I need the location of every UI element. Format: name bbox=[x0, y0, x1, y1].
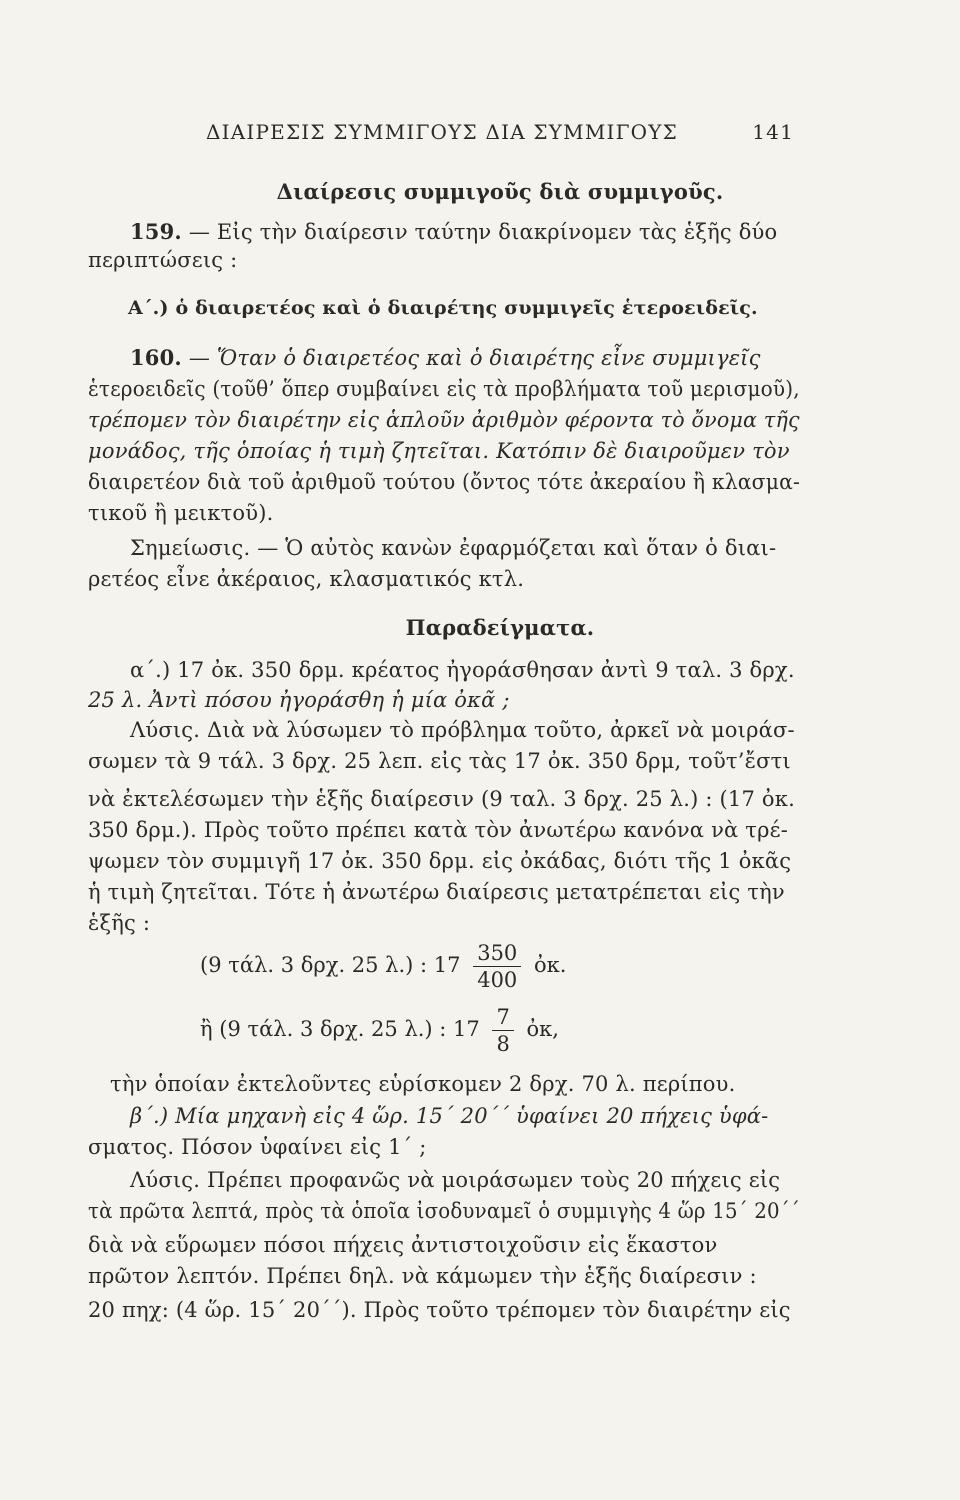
paragraph-159-line: 159. — Εἰς τὴν διαίρεσιν ταύτην διακρίνομεν τὰς ἑξῆς δύο bbox=[130, 219, 778, 244]
page-number: 141 bbox=[752, 120, 794, 144]
example-a-line: σωμεν τὰ 9 τάλ. 3 δρχ. 25 λεπ. εἰς τὰς 17 ὀκ. 350 δρμ, τοῦτ’ἔστι bbox=[88, 749, 791, 773]
fraction: $\frac{7}{8}$ bbox=[492, 1004, 513, 1057]
equation-1: (9 τάλ. 3 δρχ. 25 λ.) : 17 $\frac{350}{400}$ ὀκ. bbox=[200, 941, 567, 992]
example-a-line: 25 λ. Ἀντὶ πόσου ἠγοράσθη ἡ μία ὀκᾶ ; bbox=[88, 688, 510, 712]
paragraph-160-line: 160. — Ὅταν ὁ διαιρετέος καὶ ὁ διαιρέτης εἶνε συμμιγεῖς bbox=[130, 345, 761, 370]
paragraph-160-line: τικοῦ ἢ μεικτοῦ). bbox=[88, 501, 274, 525]
example-a-result: τὴν ὁποίαν ἐκτελοῦντες εὑρίσκομεν 2 δρχ. 70 λ. περίπου. bbox=[110, 1072, 736, 1096]
section-title: Διαίρεσις συμμιγοῦς διὰ συμμιγοῦς. bbox=[276, 179, 724, 204]
examples-title: Παραδείγματα. bbox=[405, 615, 595, 640]
paragraph-160-line: μονάδος, τῆς ὁποίας ἡ τιμὴ ζητεῖται. Κατόπιν δὲ διαιροῦμεν τὸν bbox=[88, 439, 790, 463]
example-a-line: α΄.) 17 ὀκ. 350 δρμ. κρέατος ἠγοράσθησαν ἀντὶ 9 ταλ. 3 δρχ. bbox=[130, 658, 795, 682]
example-a-line: ἑξῆς : bbox=[88, 911, 151, 935]
example-a-line: νὰ ἐκτελέσωμεν τὴν ἑξῆς διαίρεσιν (9 ταλ. 3 δρχ. 25 λ.) : (17 ὀκ. bbox=[88, 787, 795, 811]
example-b-line: πρῶτον λεπτόν. Πρέπει δηλ. νὰ κάμωμεν τὴν ἑξῆς διαίρεσιν : bbox=[88, 1264, 757, 1288]
running-title: ΔΙΑΙΡΕΣΙΣ ΣΥΜΜΙΓΟΥΣ ΔΙΑ ΣΥΜΜΙΓΟΥΣ bbox=[206, 120, 679, 144]
example-b-line: τὰ πρῶτα λεπτά, πρὸς τὰ ὁποῖα ἰσοδυναμεῖ ὁ συμμιγὴς 4 ὥρ 15΄ 20΄΄ bbox=[88, 1199, 800, 1223]
paragraph-160-line: τρέπομεν τὸν διαιρέτην εἰς ἁπλοῦν ἀριθμὸν φέροντα τὸ ὄνομα τῆς bbox=[88, 408, 800, 432]
example-b-line: β΄.) Μία μηχανὴ εἰς 4 ὥρ. 15΄ 20΄΄ ὑφαίνει 20 πήχεις ὑφά- bbox=[130, 1104, 769, 1128]
example-b-line: σματος. Πόσον ὑφαίνει εἰς 1΄ ; bbox=[88, 1135, 427, 1159]
example-a-line: Λύσις. Διὰ νὰ λύσωμεν τὸ πρόβλημα τοῦτο, ἀρκεῖ νὰ μοιράσ- bbox=[130, 718, 795, 742]
running-header bbox=[206, 120, 794, 144]
paragraph-160-line: διαιρετέον διὰ τοῦ ἀριθμοῦ τούτου (ὄντος τότε ἀκεραίου ἢ κλασμα- bbox=[88, 470, 801, 494]
example-b-line: 20 πηχ: (4 ὥρ. 15΄ 20΄΄). Πρὸς τοῦτο τρέπομεν τὸν διαιρέτην εἰς bbox=[88, 1298, 791, 1322]
note-line: ρετέος εἶνε ἀκέραιος, κλασματικός κτλ. bbox=[88, 567, 525, 591]
equation-2: ἢ (9 τάλ. 3 δρχ. 25 λ.) : 17 $\frac{7}{8}$ ὀκ, bbox=[200, 1005, 559, 1056]
paragraph-159-line: περιπτώσεις : bbox=[88, 248, 238, 272]
example-a-line: ψωμεν τὸν συμμιγῆ 17 ὀκ. 350 δρμ. εἰς ὀκάδας, διότι τῆς 1 ὀκᾶς bbox=[88, 849, 792, 873]
note-line: Σημείωσις. — Ὁ αὐτὸς κανὼν ἐφαρμόζεται καὶ ὅταν ὁ διαι- bbox=[130, 536, 777, 560]
example-a-line: 350 δρμ.). Πρὸς τοῦτο πρέπει κατὰ τὸν ἀνωτέρω κανόνα νὰ τρέ- bbox=[88, 818, 789, 842]
paragraph-number: 159. bbox=[130, 219, 182, 244]
paragraph-160-line: ἑτεροειδεῖς (τοῦθ’ ὅπερ συμβαίνει εἰς τὰ προβλήματα τοῦ μερισμοῦ), bbox=[88, 377, 800, 401]
example-b-line: διὰ νὰ εὕρωμεν πόσοι πήχεις ἀντιστοιχοῦσιν εἰς ἕκαστον bbox=[88, 1233, 718, 1257]
example-b-line: Λύσις. Πρέπει προφανῶς νὰ μοιράσωμεν τοὺς 20 πήχεις εἰς bbox=[130, 1168, 781, 1192]
fraction: $\frac{350}{400}$ bbox=[473, 940, 521, 993]
paragraph-number: 160. bbox=[130, 345, 182, 370]
case-heading: Α΄.) ὁ διαιρετέος καὶ ὁ διαιρέτης συμμιγεῖς ἑτεροειδεῖς. bbox=[128, 297, 758, 319]
example-a-line: ἡ τιμὴ ζητεῖται. Τότε ἡ ἀνωτέρω διαίρεσις μετατρέπεται εἰς τὴν bbox=[88, 880, 785, 904]
